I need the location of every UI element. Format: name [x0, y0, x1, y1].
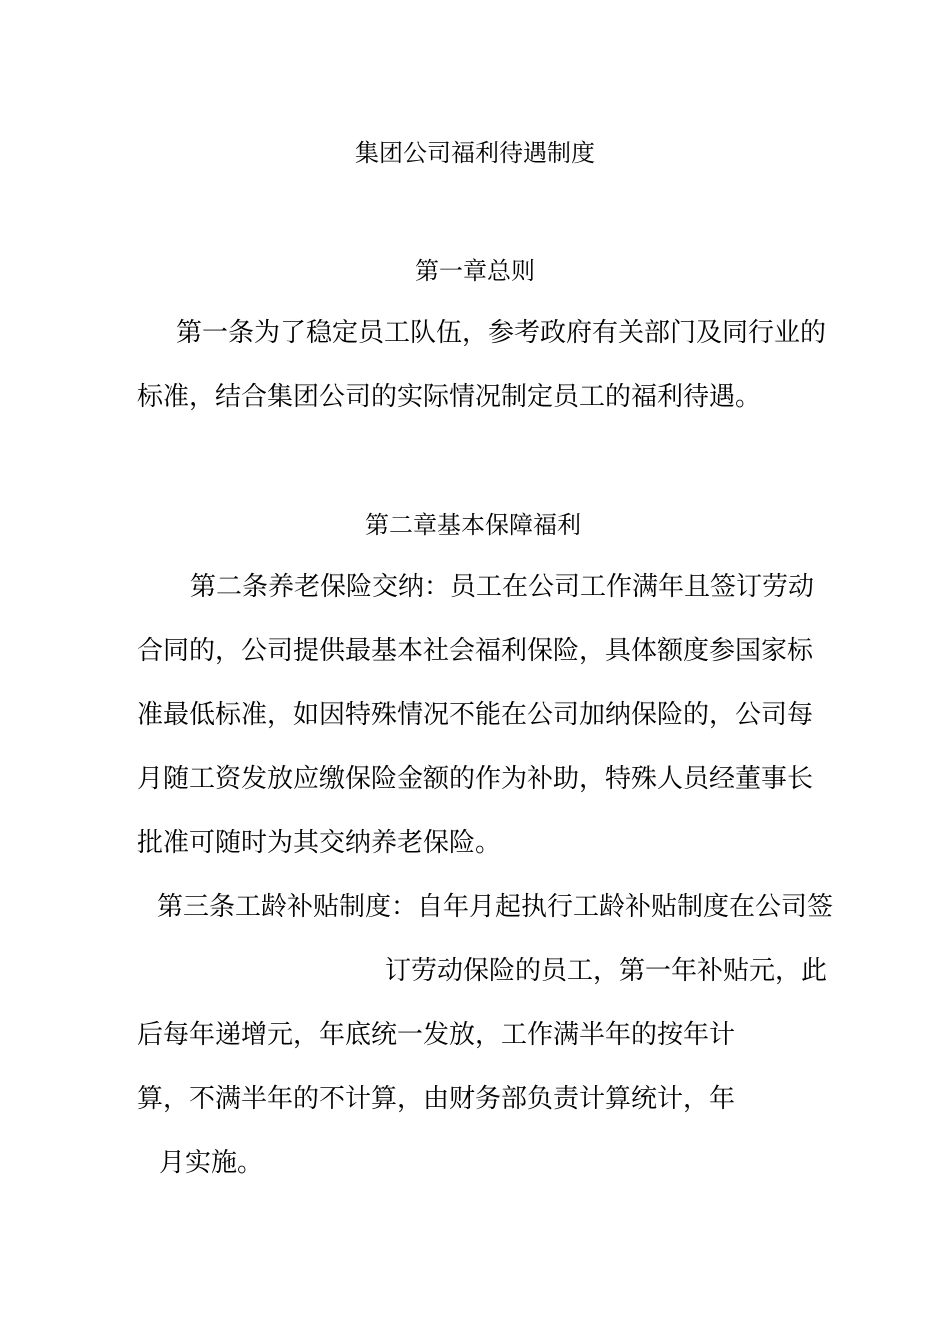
chapter-2-heading: 第二章基本保障福利 [365, 511, 581, 539]
article-3-line-5: 月实施。 [159, 1148, 264, 1178]
article-1-line-2: 标准，结合集团公司的实际情况制定员工的福利待遇。 [137, 382, 762, 412]
article-2-line-5: 批准可随时为其交纳养老保险。 [137, 828, 502, 858]
article-3-line-4: 算，不满半年的不计算，由财务部负责计算统计，年 [137, 1084, 736, 1114]
article-2-line-4: 月随工资发放应缴保险金额的作为补助，特殊人员经董事长 [137, 764, 814, 794]
document-title: 集团公司福利待遇制度 [355, 139, 595, 167]
article-3-line-2: 订劳动保险的员工，第一年补贴元，此 [385, 956, 828, 986]
article-1-line-1: 第一条为了稳定员工队伍，参考政府有关部门及同行业的 [176, 318, 827, 348]
article-3-line-3: 后每年递增元，年底统一发放，工作满半年的按年计 [137, 1020, 736, 1050]
article-3-line-1: 第三条工龄补贴制度：自年月起执行工龄补贴制度在公司签 [157, 892, 834, 922]
article-2-line-1: 第二条养老保险交纳：员工在公司工作满年且签订劳动 [190, 572, 815, 602]
article-2-line-2: 合同的，公司提供最基本社会福利保险，具体额度参国家标 [137, 636, 814, 666]
chapter-1-heading: 第一章总则 [415, 257, 535, 285]
article-2-line-3: 准最低标准，如因特殊情况不能在公司加纳保险的，公司每 [137, 700, 814, 730]
